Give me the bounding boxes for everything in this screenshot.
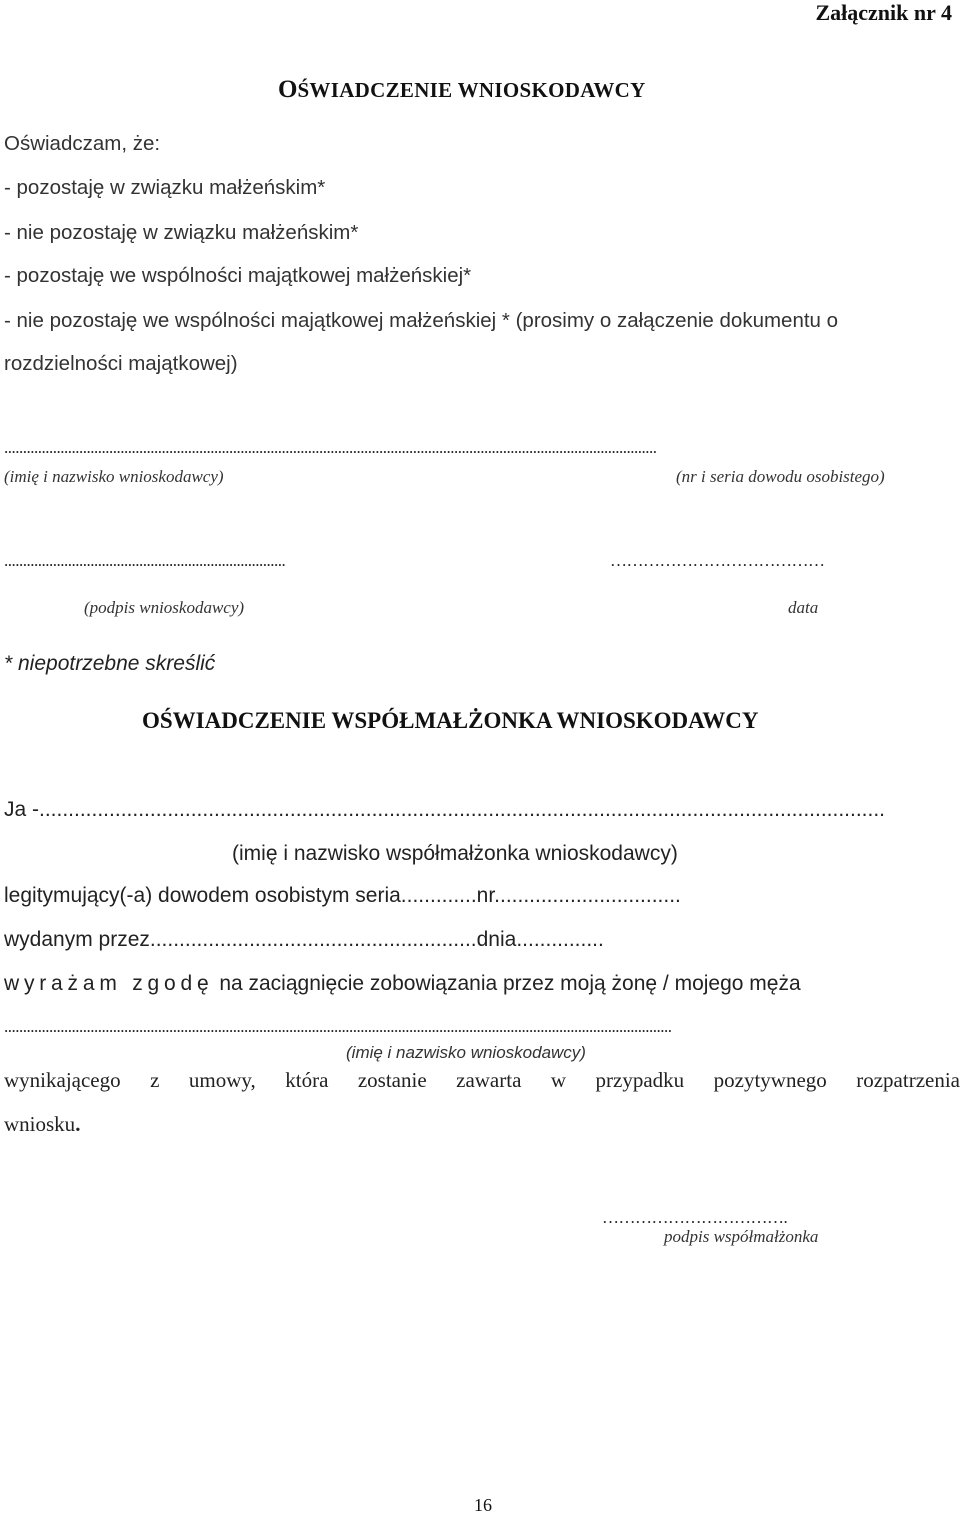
applicant-name-caption-2: (imię i nazwisko wnioskodawcy)	[346, 1043, 586, 1062]
spouse-issued-field[interactable]: wydanym przez........................................................dnia...............	[4, 928, 604, 951]
option-joint-property: - pozostaję we wspólności majątkowej małżeńskiej*	[4, 264, 472, 287]
footnote-strike-unnecessary: * niepotrzebne skreślić	[4, 652, 216, 675]
option-no-joint-property-continued: rozdzielności majątkowej)	[4, 352, 238, 375]
annex-label: Załącznik nr 4	[815, 0, 952, 25]
date-field[interactable]: …………………………………	[610, 551, 825, 570]
applicant-signature-caption: (podpis wnioskodawcy)	[84, 598, 245, 617]
statement-intro: Oświadczam, że:	[4, 132, 161, 155]
wniosku-line	[4, 1112, 80, 1137]
consent-statement	[4, 972, 801, 996]
wniosku-period: .	[75, 1112, 81, 1136]
consent-spaced-text: wyrażam zgodę	[4, 972, 214, 995]
applicant-title-first-letter: O	[278, 76, 298, 103]
id-number-caption: (nr i seria dowodu osobistego)	[676, 467, 885, 486]
applicant-name-caption: (imię i nazwisko wnioskodawcy)	[4, 467, 224, 486]
spouse-signature-caption: podpis współmałżonka	[664, 1227, 819, 1246]
wniosku-word: wniosku	[4, 1112, 76, 1136]
spouse-statement-title: OŚWIADCZENIE WSPÓŁMAŁŻONKA WNIOSKODAWCY	[142, 708, 759, 733]
spouse-signature-field[interactable]: …………………………….	[602, 1208, 788, 1227]
date-caption: data	[788, 598, 819, 617]
spouse-id-field[interactable]: legitymujący(-a) dowodem osobistym seria.............nr................................	[4, 884, 681, 907]
applicant-name-field-2[interactable]: ..................................................................................................................................................................................	[4, 1017, 672, 1036]
applicant-statement-title	[278, 76, 646, 104]
page-number: 16	[474, 1495, 492, 1515]
option-married: - pozostaję w związku małżeńskim*	[4, 176, 326, 199]
spouse-name-field[interactable]: Ja -.................................................................................................................................................	[4, 798, 886, 821]
spouse-name-caption: (imię i nazwisko współmałżonka wnioskodawcy)	[232, 842, 678, 865]
option-not-married: - nie pozostaję w związku małżeńskim*	[4, 221, 359, 244]
resulting-text: wynikającego z umowy, która zostanie zawarta w przypadku pozytywnego rozpatrzenia	[4, 1068, 960, 1092]
applicant-name-id-field[interactable]: ..............................................................................................................................................................................	[4, 438, 657, 457]
option-no-joint-property: - nie pozostaję we wspólności majątkowej małżeńskiej * (prosimy o załączenie dokumentu o	[4, 309, 839, 332]
applicant-signature-field[interactable]: ...........................................................................	[4, 551, 286, 570]
applicant-title-rest: ŚWIADCZENIE WNIOSKODAWCY	[297, 78, 646, 102]
consent-rest-text: na zaciągnięcie zobowiązania przez moją żonę / mojego męża	[219, 972, 801, 995]
